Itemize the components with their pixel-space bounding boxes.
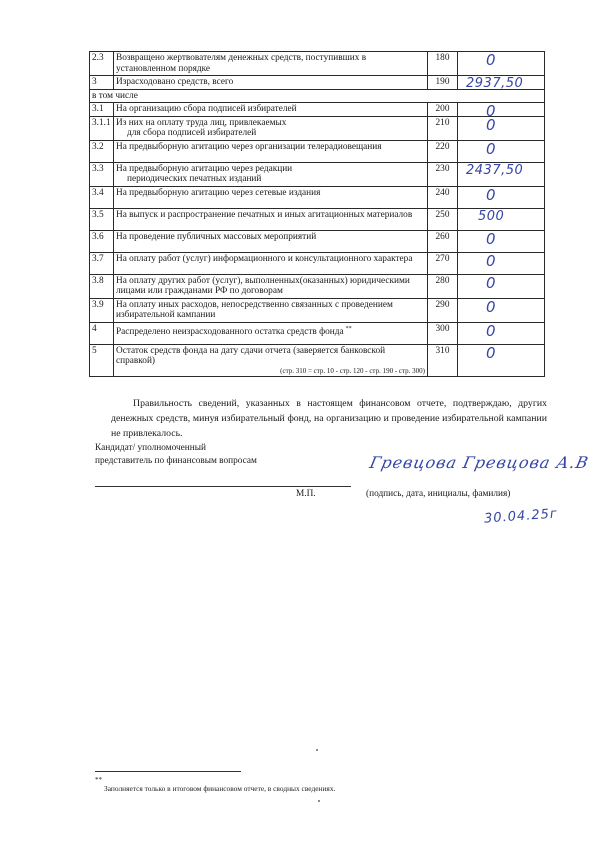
- row-value-cell: [458, 274, 545, 298]
- handwritten-value: 0: [486, 139, 496, 158]
- row-description-text: На оплату работ (услуг) информационного и консультационного характера: [116, 253, 413, 264]
- table-row: [90, 230, 545, 252]
- row-code: 310: [428, 344, 458, 376]
- handwritten-value: 0: [486, 51, 496, 69]
- row-number: 3.9: [90, 298, 114, 322]
- row-description-text: На предвыборную агитацию через сетевые издания: [116, 187, 321, 198]
- handwritten-value: 0: [486, 297, 496, 316]
- footnote-mark: **: [95, 776, 102, 784]
- handwritten-value: 0: [486, 251, 496, 270]
- handwritten-value: 0: [486, 115, 496, 134]
- row-number: 3.4: [90, 186, 114, 208]
- row-description-text: На организацию сбора подписей избирателей: [116, 104, 297, 114]
- handwritten-value: 500: [478, 208, 505, 224]
- handwritten-value: 2937,50: [466, 76, 524, 91]
- row-group-label: в том числе: [90, 89, 545, 103]
- row-value-cell: [458, 322, 545, 344]
- row-formula-note: (стр. 310 = стр. 10 - стр. 120 - стр. 190 - стр. 300): [280, 366, 425, 375]
- scan-speck: [318, 800, 320, 802]
- row-value-cell: [458, 140, 545, 162]
- candidate-label-line-1: Кандидат/ уполномоченный: [95, 443, 206, 453]
- handwritten-value: 0: [486, 229, 496, 248]
- row-code: 280: [428, 274, 458, 298]
- row-description-text: На оплату других работ (услуг), выполненных(оказанных) юридическими лицами или гражданами РФ по договорам: [116, 275, 410, 296]
- row-value-cell: [458, 162, 545, 186]
- row-description-continuation: периодических печатных изданий: [127, 174, 262, 184]
- row-number: 3.5: [90, 208, 114, 230]
- row-description-text: На проведение публичных массовых мероприятий: [116, 231, 317, 242]
- row-value-cell: [458, 344, 545, 376]
- table-row: [90, 140, 545, 162]
- row-description-text: На выпуск и распространение печатных и иных агитационных материалов: [116, 209, 413, 220]
- certification-statement: Правильность сведений, указанных в настоящем финансовом отчете, подтверждаю, других денежных средств, минуя избирательный фонд, на организацию и проведение избирательной кампании не привлекалось.: [111, 398, 547, 439]
- scan-speck: [316, 749, 318, 751]
- row-description-text: На оплату иных расходов, непосредственно связанных с проведением избирательной кампании: [116, 299, 393, 320]
- table-row: [90, 298, 545, 322]
- row-description: [114, 322, 428, 344]
- table-row: [90, 116, 545, 140]
- row-number: 3.8: [90, 274, 114, 298]
- table-row: [90, 76, 545, 90]
- table-row: [90, 52, 545, 76]
- signature-line: [95, 486, 351, 487]
- row-description-text: Остаток средств фонда на дату сдачи отчета (заверяется банковской справкой): [116, 345, 386, 366]
- table-row: [90, 344, 545, 376]
- financial-report-table: [89, 51, 545, 377]
- row-number: 3.3: [90, 162, 114, 186]
- row-value-cell: [458, 102, 545, 120]
- row-description-text: Распределено неизрасходованного остатка средств фонда: [116, 326, 344, 337]
- row-description: [114, 274, 428, 298]
- table-row: [90, 208, 545, 230]
- handwritten-signature: Гревцова Гревцова А.В: [367, 453, 591, 472]
- row-number: 3.7: [90, 252, 114, 274]
- handwritten-value: 0: [486, 102, 496, 120]
- candidate-label: [95, 442, 295, 468]
- row-description-text: На предвыборную агитацию через редакции: [116, 163, 293, 174]
- row-description: [114, 103, 428, 117]
- row-description-text: Возвращено жертвователям денежных средств, поступивших в установленном порядке: [116, 53, 367, 74]
- row-number: 4: [90, 322, 114, 344]
- row-number: 5: [90, 344, 114, 376]
- row-description: [114, 186, 428, 208]
- row-value-cell: [458, 252, 545, 274]
- row-value-cell: [458, 208, 545, 230]
- row-code: 200: [428, 103, 458, 117]
- row-code: 250: [428, 208, 458, 230]
- row-value-cell: [458, 52, 545, 76]
- table-row: [90, 322, 545, 344]
- row-description: [114, 344, 428, 376]
- row-description: [114, 116, 428, 140]
- row-code: 300: [428, 322, 458, 344]
- stamp-place-label: М.П.: [296, 489, 316, 499]
- row-description-text: Израсходовано средств, всего: [116, 77, 234, 87]
- row-description-continuation: для сбора подписей избирателей: [127, 128, 257, 138]
- table-row: [90, 252, 545, 274]
- table-row: [90, 103, 545, 117]
- handwritten-value: 0: [486, 343, 496, 362]
- report-table-body: [90, 52, 545, 377]
- row-code: 270: [428, 252, 458, 274]
- table-row: [90, 162, 545, 186]
- row-value-cell: [458, 116, 545, 140]
- table-row: [90, 274, 545, 298]
- row-code: 190: [428, 76, 458, 90]
- row-value-cell: [458, 298, 545, 322]
- signature-caption: (подпись, дата, инициалы, фамилия): [366, 489, 511, 499]
- row-code: 290: [428, 298, 458, 322]
- footnote-text: Заполняется только в итоговом финансовом отчете, в сводных сведениях.: [104, 784, 336, 793]
- row-description: [114, 52, 428, 76]
- row-number: 2.3: [90, 52, 114, 76]
- row-description-text: Из них на оплату труда лиц, привлекаемых: [116, 117, 287, 128]
- row-number: 3: [90, 76, 114, 90]
- row-value-cell: [458, 230, 545, 252]
- row-description: [114, 162, 428, 186]
- row-code: 220: [428, 140, 458, 162]
- row-description: [114, 76, 428, 90]
- row-description: [114, 140, 428, 162]
- row-code: 210: [428, 116, 458, 140]
- row-code: 260: [428, 230, 458, 252]
- row-code: 180: [428, 52, 458, 76]
- table-row: [90, 186, 545, 208]
- row-number: 3.1.1: [90, 116, 114, 140]
- handwritten-value: 2437,50: [466, 162, 524, 178]
- row-description: [114, 208, 428, 230]
- row-value-cell: [458, 76, 545, 90]
- candidate-label-line-2: представитель по финансовым вопросам: [95, 456, 257, 466]
- row-number: 3.2: [90, 140, 114, 162]
- row-number: 3.6: [90, 230, 114, 252]
- row-code: 240: [428, 186, 458, 208]
- row-description: [114, 252, 428, 274]
- handwritten-date: 30.04.25г: [483, 506, 559, 527]
- row-code: 230: [428, 162, 458, 186]
- row-value-cell: [458, 186, 545, 208]
- row-number: 3.1: [90, 103, 114, 117]
- row-description: [114, 230, 428, 252]
- row-description: [114, 298, 428, 322]
- footnote-divider: [95, 771, 241, 772]
- handwritten-value: 0: [486, 321, 496, 340]
- footnote-reference: **: [345, 325, 352, 332]
- handwritten-value: 0: [486, 273, 496, 292]
- handwritten-value: 0: [486, 185, 496, 204]
- row-description-text: На предвыборную агитацию через организации телерадиовещания: [116, 141, 382, 152]
